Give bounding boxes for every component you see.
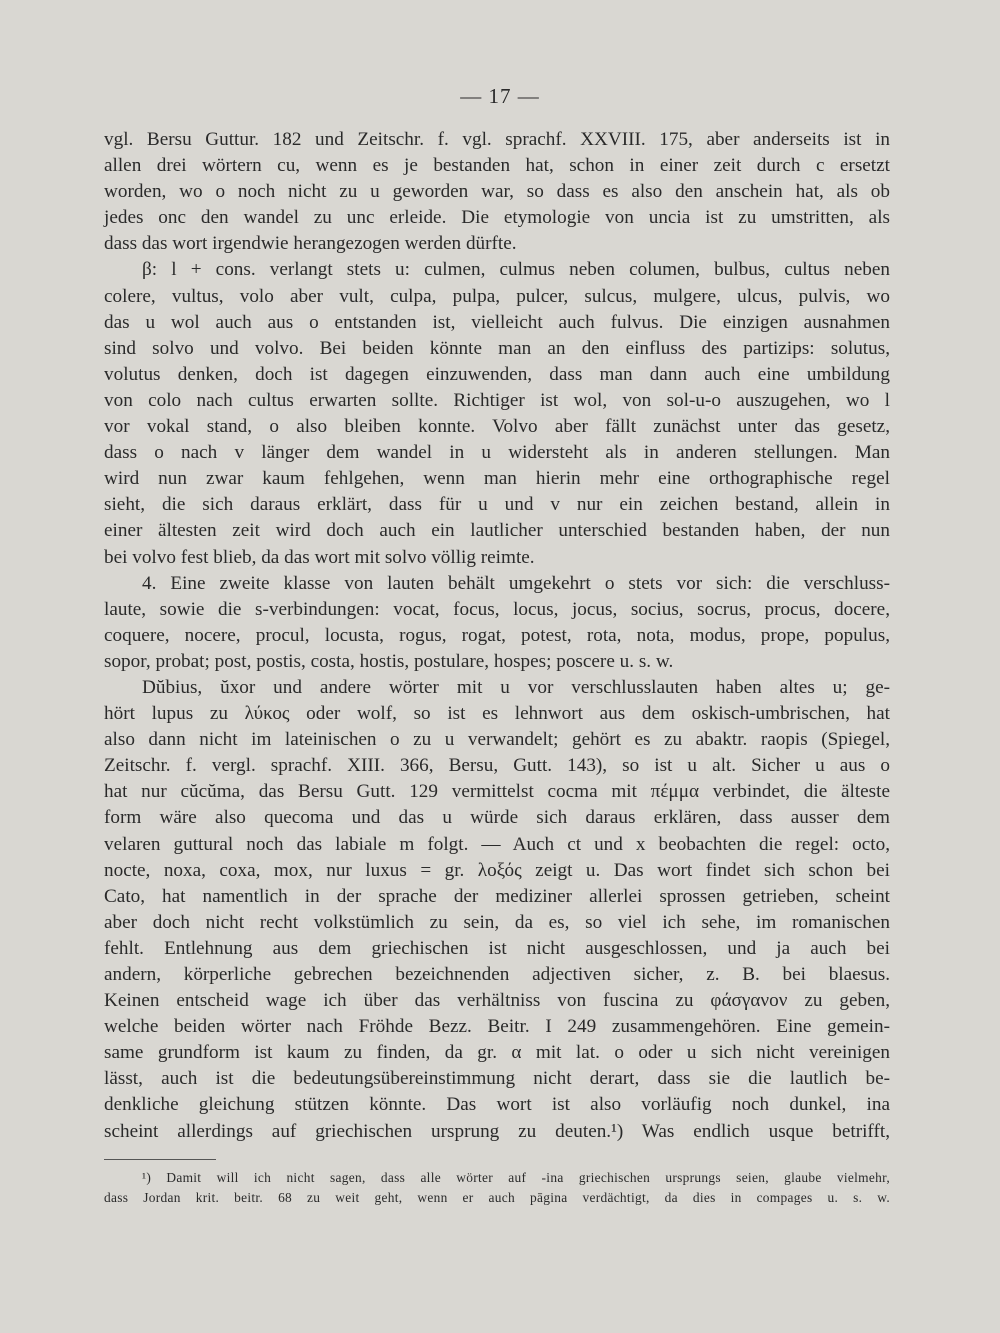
text-line: form wäre also quecoma und das u würde sich daraus erklären, dass ausser dem [104, 807, 890, 829]
text-line: fehlt. Entlehnung aus dem griechischen ist nicht ausgeschlossen, und ja auch bei [104, 937, 890, 959]
text-line: welche beiden wörter nach Fröhde Bezz. Beitr. I 249 zusammengehören. Eine gemein- [104, 1016, 890, 1038]
text-line: 4. Eine zweite klasse von lauten behält umgekehrt o stets vor sich: die verschluss- [142, 572, 890, 594]
text-line: Cato, hat namentlich in der sprache der mediziner allerlei sprossen getrieben, scheint [104, 885, 890, 907]
text-line: Dŭbius, ŭxor und andere wörter mit u vor verschlusslauten haben altes u; ge- [142, 676, 890, 698]
text-line: Keinen entscheid wage ich über das verhältniss von fuscina zu φάσγανον zu geben, [104, 990, 890, 1012]
text-line: volutus denken, doch ist dagegen einzuwenden, dass man dann auch eine umbildung [104, 363, 890, 385]
footnote [104, 1168, 890, 1208]
text-line: wird nun zwar kaum fehlgehen, wenn man hierin mehr eine orthographische regel [104, 468, 890, 490]
footnote-line: ¹) Damit will ich nicht sagen, dass alle wörter auf -ina griechischen ursprungs seien, glaube vielmehr, [142, 1170, 890, 1185]
text-line: das u wol auch aus o entstanden ist, vielleicht auch fulvus. Die einzigen ausnahmen [104, 311, 890, 333]
text-line: sopor, probat; post, postis, costa, hostis, postulare, hospes; poscere u. s. w. [104, 650, 674, 672]
text-line: coquere, nocere, procul, locusta, rogus, rogat, potest, rota, nota, modus, prope, populus, [104, 624, 890, 646]
text-line: hat nur cŭcŭma, das Bersu Gutt. 129 vermittelst cocma mit πέμμα verbindet, die älteste [104, 781, 890, 803]
text-line: lässt, auch ist die bedeutungsübereinstimmung nicht derart, dass sie die lautlich be- [104, 1068, 890, 1090]
text-line: sieht, die sich daraus erklärt, dass für u und v nur ein zeichen bestand, allein in [104, 494, 890, 516]
footnote-line: dass Jordan krit. beitr. 68 zu weit geht, wenn er auch pāgina verdächtigt, da dies in compages u. s. w. [104, 1190, 890, 1205]
text-line: worden, wo o noch nicht zu u geworden war, so dass es also den anschein hat, als ob [104, 181, 890, 203]
text-line: scheint allerdings auf griechischen ursprung zu deuten.¹) Was endlich usque betrifft, [104, 1120, 890, 1142]
text-line: dass o nach v länger dem wandel in u widersteht als in anderen stellungen. Man [104, 442, 890, 464]
text-line: velaren guttural noch das labiale m folgt. — Auch ct und x beobachten die regel: octo, [104, 833, 890, 855]
text-line: vgl. Bersu Guttur. 182 und Zeitschr. f. vgl. sprachf. XXVIII. 175, aber anderseits ist in [104, 129, 890, 150]
text-line: bei volvo fest blieb, da das wort mit solvo völlig reimte. [104, 546, 535, 568]
text-line: β: l + cons. verlangt stets u: culmen, culmus neben columen, bulbus, cultus neben [142, 259, 890, 281]
text-line: laute, sowie die s-verbindungen: vocat, focus, locus, jocus, socius, socrus, procus, docere, [104, 598, 890, 620]
text-line: dass das wort irgendwie herangezogen werden dürfte. [104, 233, 517, 255]
text-line: vor vokal stand, o also bleiben konnte. Volvo aber fällt zunächst unter das gesetz, [104, 416, 890, 438]
text-line: nocte, noxa, coxa, mox, nur luxus = gr. λοξός zeigt u. Das wort findet sich schon bei [104, 859, 890, 881]
text-line: einer ältesten zeit wird doch auch ein lautlicher unterschied bestanden haben, der nun [104, 520, 890, 542]
text-line: jedes onc den wandel zu unc erleide. Die etymologie von uncia ist zu umstritten, als [104, 207, 890, 229]
text-line: hört lupus zu λύκος oder wolf, so ist es lehnwort aus dem oskisch-umbrischen, hat [104, 703, 890, 725]
page-number: — 17 — [460, 84, 540, 108]
text-line: aber doch nicht recht volkstümlich zu sein, da es, so viel ich sehe, im romanischen [104, 911, 890, 933]
text-line: Zeitschr. f. vergl. sprachf. XIII. 366, Bersu, Gutt. 143), so ist u alt. Sicher u aus o [104, 755, 890, 777]
text-line: allen drei wörtern cu, wenn es je bestanden hat, schon in einer zeit durch c ersetzt [104, 155, 890, 177]
text-line: colere, vultus, volo aber vult, culpa, pulpa, pulcer, sulcus, mulgere, ulcus, pulvis, wo [104, 285, 890, 307]
text-line: andern, körperliche gebrechen bezeichnenden adjectiven sicher, z. B. bei blaesus. [104, 964, 890, 985]
text-line: denkliche gleichung stützen könnte. Das wort ist also vorläufig noch dunkel, ina [104, 1094, 890, 1116]
text-line: same grundform ist kaum zu finden, da gr. α mit lat. o oder u sich nicht vereinigen [104, 1042, 890, 1064]
text-line: von colo nach cultus erwarten sollte. Richtiger ist wol, von sol-u-o auszugehen, wo l [104, 389, 890, 411]
body-text [104, 127, 890, 1145]
text-line: also dann nicht im lateinischen o zu u verwandelt; gehört es zu abaktr. raopis (Spiegel, [104, 729, 890, 751]
text-line: sind solvo und volvo. Bei beiden könnte man an den einfluss des partizips: solutus, [104, 337, 890, 359]
footnote-divider [104, 1159, 216, 1160]
